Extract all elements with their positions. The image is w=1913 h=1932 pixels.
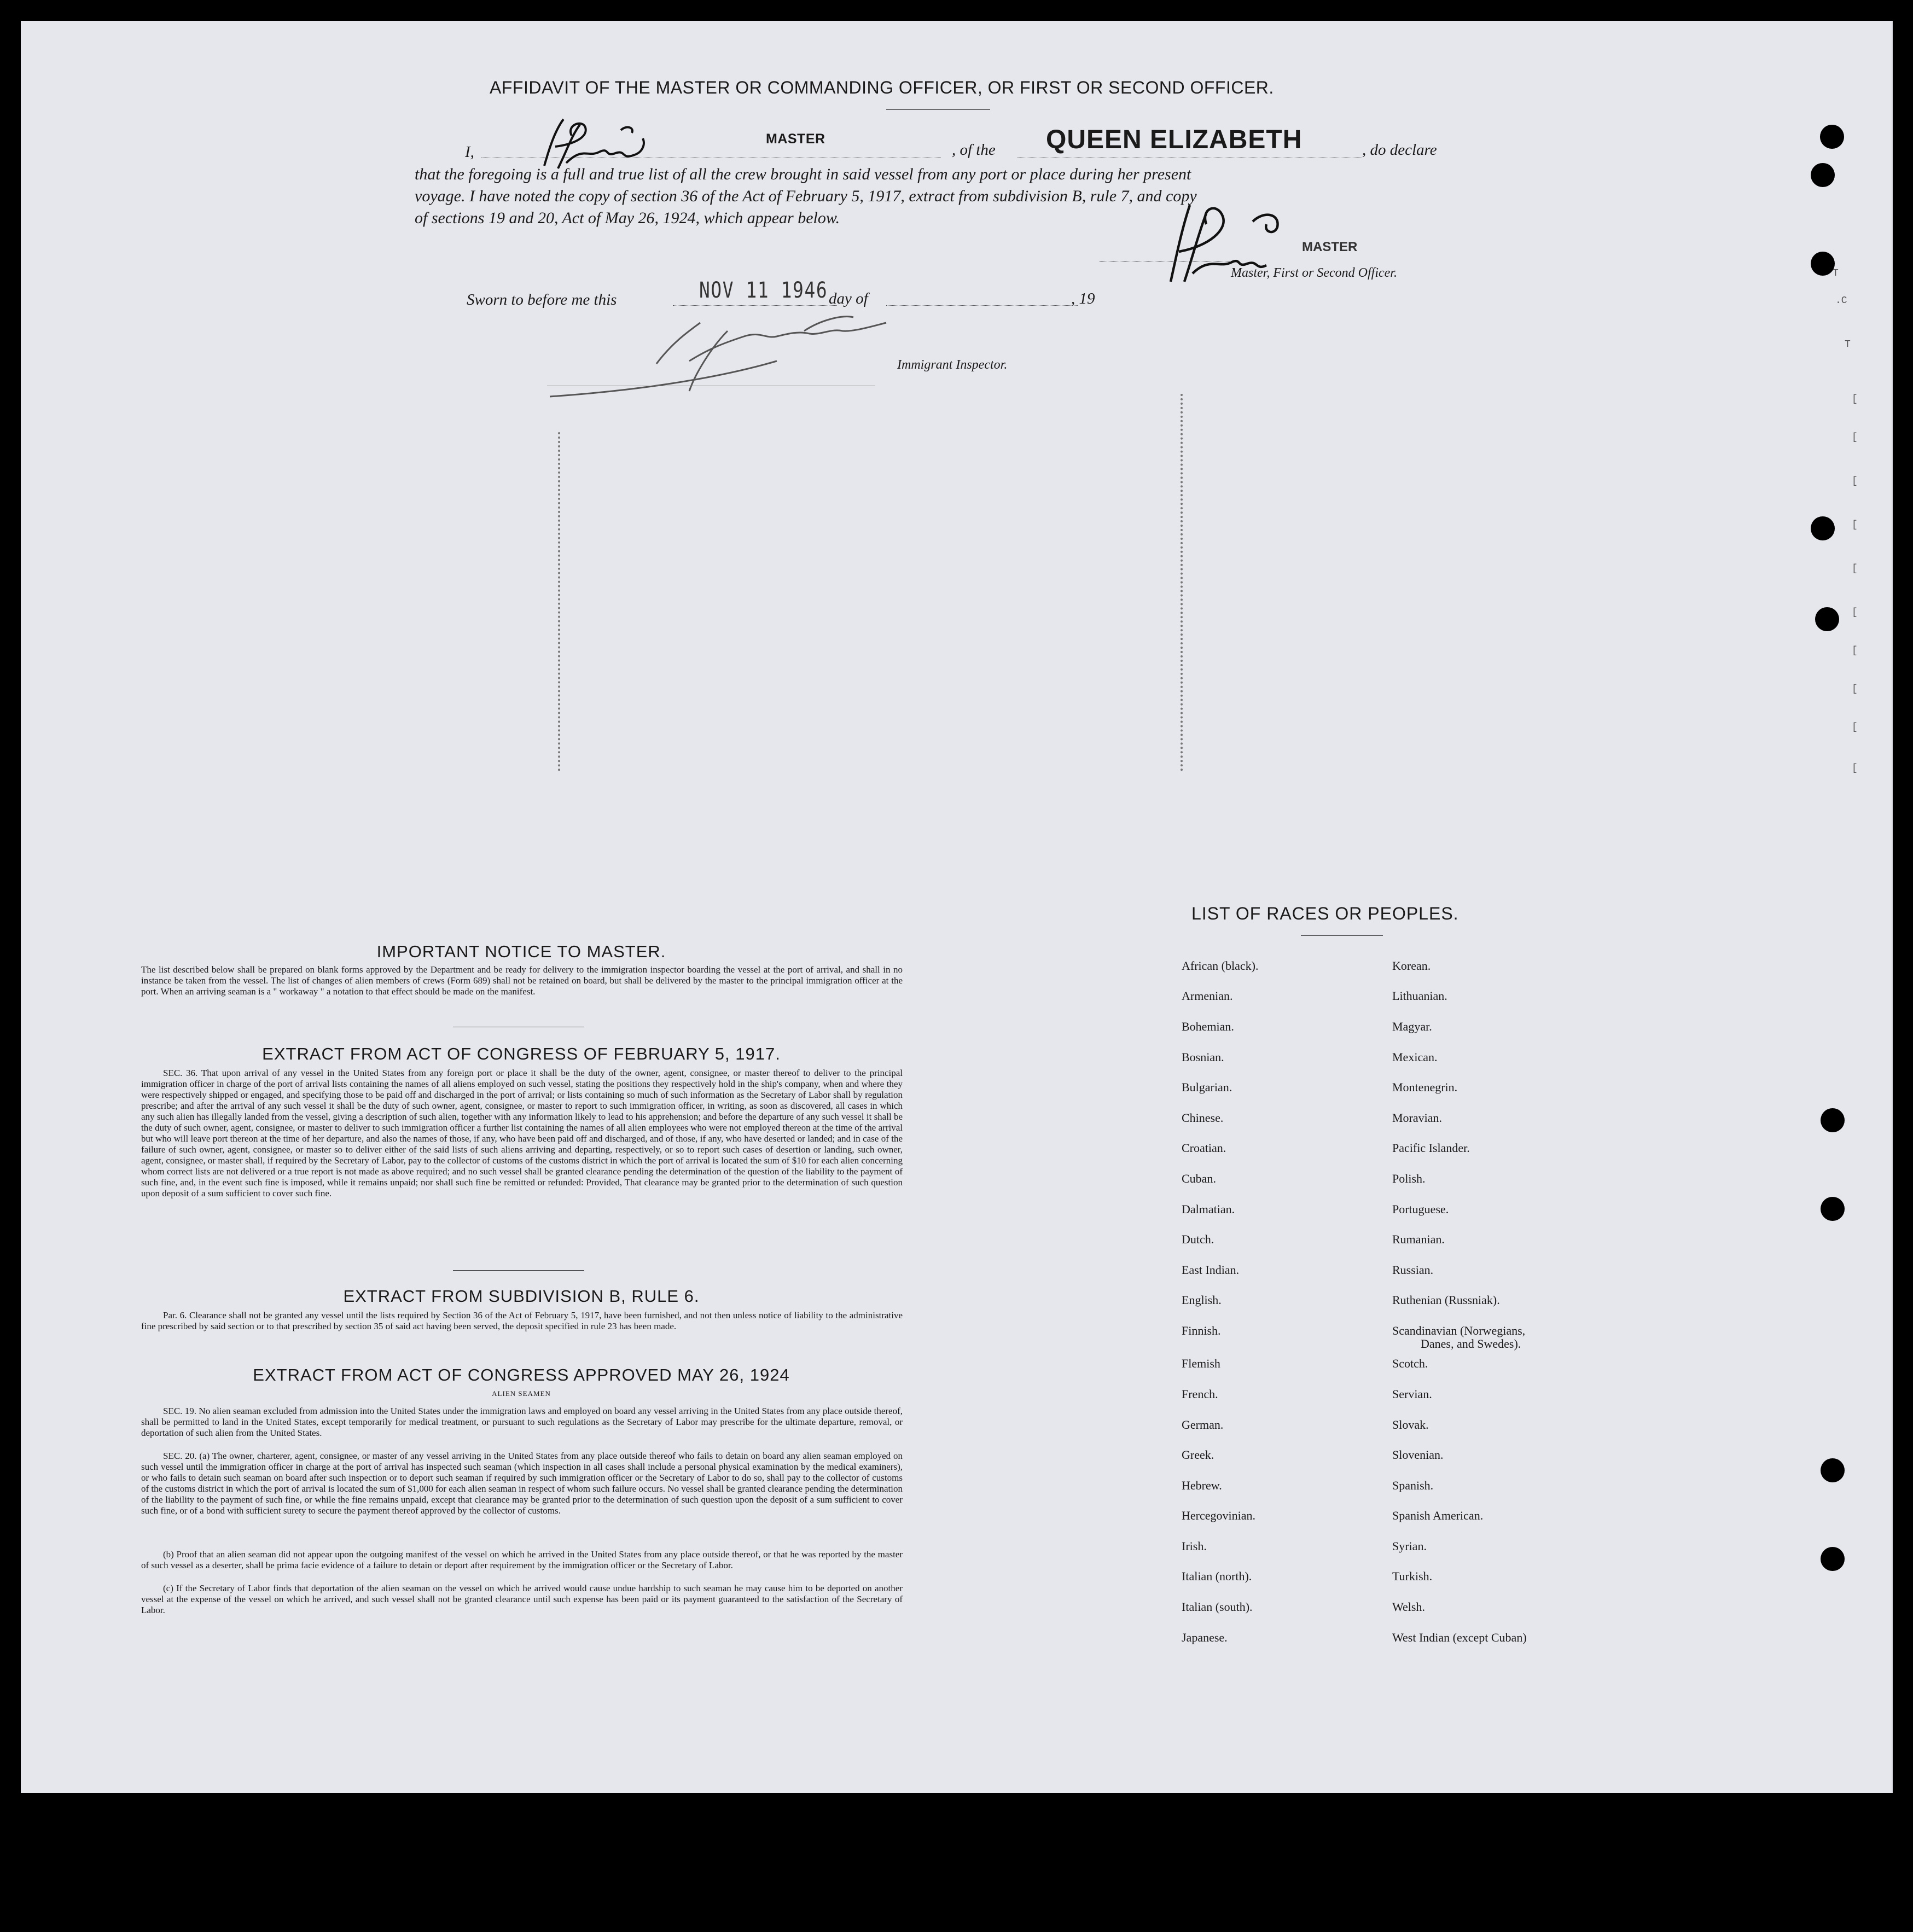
signer-line (1100, 261, 1231, 262)
races-right-14: Servian. (1392, 1387, 1432, 1401)
races-right-8: Portuguese. (1392, 1202, 1449, 1216)
extract-1917-text: SEC. 36. That upon arrival of any vessel in the United States from any foreign port or place it shall be the duty of the owner, agent, consignee, or master thereof to deliver to the principal immigration officer in charge of the port of arrival lists containing the names of all aliens employed on such vessel, stating the positions they respectively hold in the ship's company, when and where they were respectively shipped or engaged, and specifying those to be paid off and discharged in the port of arrival; or lists containing so much of such information as the Secretary of Labor shall by regulation prescribe; and after the arrival of any such vessel it shall be the duty of such owner, agent, consignee, or master to report to such immigration officer, in writing, as soon as discovered, all cases in which any such alien has illegally landed from the vessel, giving a description of such alien, together with any information likely to lead to his apprehension; and before the departure of any such vessel it shall be the duty of such owner, agent, consignee, or master to deliver to such immigration officer a further list containing the names of all alien employees who were not employed thereon at the time of the arrival but who will leave port thereon at the time of her departure, and also the names of those, if any, who have been paid off and discharged, and of those, if any, who have deserted or landed; and in case of the failure of such owner, agent, consignee, or master so to deliver either of the said lists of such aliens arriving and departing, respectively, or so to report such cases of desertion or landing, such owner, agent, consignee, or master shall, if required by the Secretary of Labor, pay to the collector of customs of the customs district in which the port of arrival is located the sum of $10 for each alien concerning whom correct lists are not delivered or a true report is not made as above required; and no such vessel shall be granted clearance pending the determination of the question of the liability to the payment of such fine, and, in the event such fine is imposed, while it remains unpaid; nor shall such fine be remitted or refunded: Provided, That clearance may be granted prior to the determination of such question upon deposit of a sum sufficient to cover such fine. (141, 1068, 903, 1198)
sworn-label: Sworn to before me this (467, 291, 617, 309)
signer-caption: Master, First or Second Officer. (1231, 266, 1397, 280)
extract-1917-rule (453, 1270, 584, 1271)
do-declare-label: , do declare (1362, 141, 1437, 159)
rank-stamp: MASTER (766, 131, 825, 147)
races-left-6: Croatian. (1182, 1141, 1226, 1155)
year-label: , 19 (1071, 290, 1095, 307)
races-right-10: Russian. (1392, 1263, 1434, 1277)
races-right-2: Magyar. (1392, 1020, 1432, 1033)
races-right-16: Slovenian. (1392, 1448, 1444, 1462)
races-right-0: Korean. (1392, 959, 1431, 973)
races-left-5: Chinese. (1182, 1111, 1224, 1125)
inspector-signature (547, 309, 985, 402)
races-left-20: Italian (north). (1182, 1569, 1252, 1583)
races-right-3: Mexican. (1392, 1050, 1438, 1064)
margin-tick: [ (1852, 520, 1858, 531)
races-right-5: Moravian. (1392, 1111, 1443, 1125)
races-right-15: Slovak. (1392, 1418, 1429, 1431)
rule6-text: Par. 6. Clearance shall not be granted any vessel until the lists required by Section 36 of the Act of February 5, 1917, have been furnished, and not then unless notice of liability to the administrative fine prescribed by said section or to that prescribed by section 35 of said act having been served, the deposit specified in rule 23 has been made. (141, 1310, 903, 1331)
margin-tick: [ (1852, 607, 1858, 618)
margin-tick: T (1833, 268, 1839, 279)
extract-1917-title: EXTRACT FROM ACT OF CONGRESS OF FEBRUARY 5, 1917. (262, 1044, 781, 1063)
margin-tick: [ (1852, 722, 1858, 733)
margin-tick: [ (1852, 645, 1858, 656)
margin-tick: [ (1852, 476, 1858, 487)
faint-dots-column-right (1181, 394, 1186, 771)
day-of-label: day of (829, 290, 868, 307)
races-left-1: Armenian. (1182, 989, 1233, 1003)
title-rule (886, 109, 990, 110)
punch-hole (1821, 1197, 1845, 1221)
races-left-7: Cuban. (1182, 1172, 1216, 1185)
races-left-16: Greek. (1182, 1448, 1214, 1462)
punch-hole (1821, 1108, 1845, 1132)
punch-hole (1811, 252, 1835, 276)
inspector-caption: Immigrant Inspector. (897, 358, 1008, 372)
declarant-label: I, (465, 143, 474, 161)
sworn-date-stamp: NOV 11 1946 (699, 278, 828, 303)
punch-hole (1811, 163, 1835, 187)
extract-1924-title: EXTRACT FROM ACT OF CONGRESS APPROVED MAY 26, 1924 (253, 1365, 790, 1384)
sworn-day-line (673, 305, 837, 306)
races-left-17: Hebrew. (1182, 1479, 1222, 1492)
notice-text: The list described below shall be prepared on blank forms approved by the Department and be ready for delivery to the immigration inspector boarding the vessel at the port of arrival, and shall in no instance be taken from the vessel. The list of changes of alien members of crews (Form 689) shall not be retained on board, but shall be delivered by the master to the principal immigration officer at the port. When an arriving seaman is a " workaway " a notation to that effect should be made on the manifest. (141, 964, 903, 997)
punch-hole (1815, 607, 1839, 631)
races-left-19: Irish. (1182, 1539, 1207, 1553)
affidavit-title: AFFIDAVIT OF THE MASTER OR COMMANDING OFFICER, OR FIRST OR SECOND OFFICER. (490, 78, 1274, 97)
races-right-9: Rumanian. (1392, 1232, 1445, 1246)
races-left-9: Dutch. (1182, 1232, 1214, 1246)
races-right-22: West Indian (except Cuban) (1392, 1631, 1527, 1644)
races-left-4: Bulgarian. (1182, 1080, 1232, 1094)
margin-tick: [ (1852, 563, 1858, 574)
races-left-12: Finnish. (1182, 1324, 1221, 1337)
affidavit-body-line1: that the foregoing is a full and true list of all the crew brought in said vessel from any port or place during her present (415, 165, 1191, 183)
affidavit-body-line3: of sections 19 and 20, Act of May 26, 1924, which appear below. (415, 209, 840, 227)
races-right-4: Montenegrin. (1392, 1080, 1458, 1094)
races-right-18: Spanish American. (1392, 1509, 1484, 1522)
sec20c-text: (c) If the Secretary of Labor finds that deportation of the alien seaman on the vessel on which he arrived would cause undue hardship to such seaman he may cause him to be deported on another vessel at the expense of the vessel on which he arrived, and such vessel shall not be granted clearance until such expense has been paid or its payment guaranteed to the satisfaction of the Secretary of Labor. (141, 1583, 903, 1615)
races-left-15: German. (1182, 1418, 1224, 1431)
month-line (886, 305, 1078, 306)
races-rule (1301, 935, 1383, 936)
margin-tick: [ (1852, 394, 1858, 405)
extract-1924-subtitle: ALIEN SEAMEN (492, 1389, 551, 1398)
races-left-13: Flemish (1182, 1357, 1220, 1370)
sec20b-text: (b) Proof that an alien seaman did not appear upon the outgoing manifest of the vessel on which he arrived in the United States from any place outside thereof, or that he was reported by the master of such vessel as a deserter, shall be prima facie evidence of a failure to detain or deport after requirement by the immigration officer or the Secretary of Labor. (141, 1549, 903, 1570)
faint-dots-column (558, 432, 563, 771)
races-right-17: Spanish. (1392, 1479, 1434, 1492)
affidavit-body-line2: voyage. I have noted the copy of section 36 of the Act of February 5, 1917, extract from subdivision B, rule 7, and copy (415, 187, 1197, 205)
races-left-2: Bohemian. (1182, 1020, 1234, 1033)
notice-title: IMPORTANT NOTICE TO MASTER. (376, 942, 666, 961)
punch-hole (1821, 1458, 1845, 1482)
races-right-19: Syrian. (1392, 1539, 1427, 1553)
races-left-14: French. (1182, 1387, 1218, 1401)
punch-hole (1820, 125, 1844, 149)
races-left-21: Italian (south). (1182, 1600, 1253, 1614)
races-left-18: Hercegovinian. (1182, 1509, 1255, 1522)
rule6-title: EXTRACT FROM SUBDIVISION B, RULE 6. (343, 1287, 700, 1306)
races-left-8: Dalmatian. (1182, 1202, 1235, 1216)
page-edge (1892, 21, 1893, 1793)
races-title: LIST OF RACES OR PEOPLES. (1191, 904, 1459, 923)
punch-hole (1821, 1547, 1845, 1571)
margin-tick: .C (1835, 295, 1847, 306)
races-right-21: Welsh. (1392, 1600, 1425, 1614)
races-right-12-cont: Danes, and Swedes). (1421, 1337, 1521, 1351)
sec19-text: SEC. 19. No alien seaman excluded from admission into the United States under the immigration laws and employed on board any vessel arriving in the United States from any place outside thereof, shall be permitted to land in the United States, except temporarily for medical treatment, or pursuant to such regulations as the Secretary of Labor may prescribe for the ultimate departure, removal, or deportation of such alien from the United States. (141, 1406, 903, 1438)
races-left-0: African (black). (1182, 959, 1259, 973)
margin-tick: [ (1852, 763, 1858, 774)
races-right-20: Turkish. (1392, 1569, 1433, 1583)
races-right-12: Scandinavian (Norwegians, (1392, 1324, 1526, 1337)
of-the-label: , of the (952, 141, 996, 159)
margin-tick: [ (1852, 432, 1858, 443)
races-right-13: Scotch. (1392, 1357, 1428, 1370)
sec20a-text: SEC. 20. (a) The owner, charterer, agent, consignee, or master of any vessel arriving in the United States from any place outside thereof who fails to detain on board any alien seaman employed on such vessel until the immigration officer in charge at the port of arrival has inspected such seaman (which inspection in all cases shall include a personal physical examination by the medical examiners), or who fails to detain such seaman on board after such inspection or to deport such seaman if required by such immigration officer or the Secretary of Labor to do so, shall pay to the collector of customs of the customs district in which the port of arrival is located the sum of $1,000 for each alien seaman in respect of whom such failure occurs. No vessel shall be granted clearance pending the determination of the liability to the payment of such fine, or while the fine remains unpaid, except that clearance may be granted prior to the determination of such question upon the deposit of a sum sufficient to cover such fine, or of a bond with sufficient surety to secure the payment thereof approved by the collector of customs. (141, 1451, 903, 1516)
races-left-22: Japanese. (1182, 1631, 1228, 1644)
document-page (21, 21, 1892, 1793)
races-left-10: East Indian. (1182, 1263, 1240, 1277)
margin-tick: T (1845, 339, 1851, 350)
punch-hole (1811, 516, 1835, 540)
races-right-11: Ruthenian (Russniak). (1392, 1293, 1500, 1307)
races-left-11: English. (1182, 1293, 1222, 1307)
signer-stamp: MASTER (1302, 240, 1358, 254)
races-right-7: Polish. (1392, 1172, 1426, 1185)
races-left-3: Bosnian. (1182, 1050, 1224, 1064)
margin-tick: [ (1852, 684, 1858, 695)
races-right-6: Pacific Islander. (1392, 1141, 1470, 1155)
vessel-name: QUEEN ELIZABETH (1046, 125, 1303, 154)
races-right-1: Lithuanian. (1392, 989, 1447, 1003)
